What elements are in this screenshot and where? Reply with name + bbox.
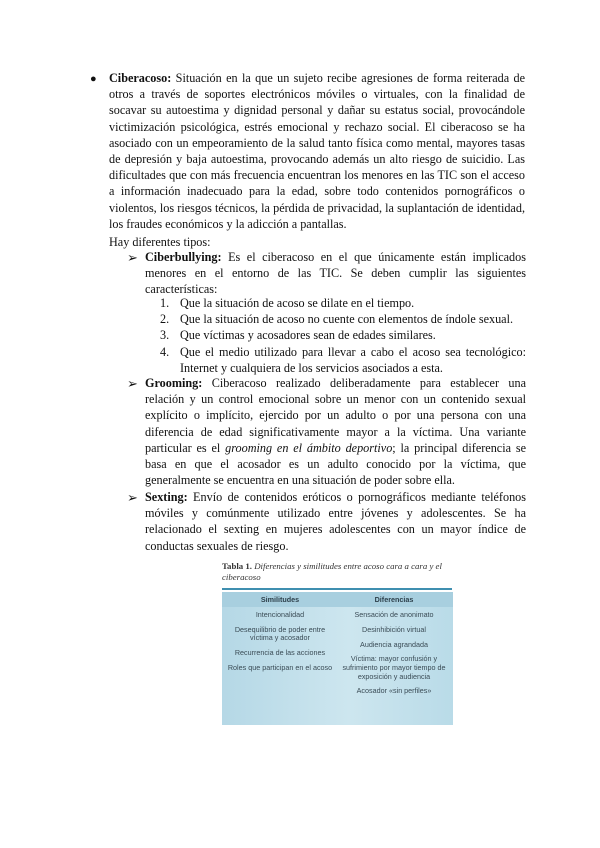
list-text: Que la situación de acoso se dilate en el tiempo. bbox=[180, 296, 415, 310]
arrow-bullet-icon: ➢ bbox=[127, 490, 138, 505]
similitudes-column bbox=[226, 611, 334, 679]
table-cell: Desequilibrio de poder entre víctima y acosador bbox=[234, 624, 326, 643]
cyberbullying-paragraph bbox=[145, 249, 526, 298]
grooming-text: Ciberacoso realizado deliberadamente para establecer una relación y un control emocional sobre un menor con un contenido sexual explícito o implícito, ejercido por un adulto o por una persona con una diferencia de edad significativamente mayor a la víctima. Una variante particular es el bbox=[145, 376, 526, 455]
list-item bbox=[160, 295, 526, 311]
table-cell: Intencionalidad bbox=[255, 610, 305, 619]
table-cell: Recurrencia de las acciones bbox=[234, 648, 326, 658]
ciberacoso-text: Situación en la que un sujeto recibe agresiones de forma reiterada de otros a través de soportes electrónicos móviles o virtuales, con la finalidad de socavar su autoestima y dignidad personal y dañar su estatus social, provocándole victimización psicológica, estrés emocional y rechazo social. El ciberacoso se ha asociado con un empeoramiento de la salud tanto física como mental, mayores tasas de depresión y baja autoestima, provocando además un alto riesgo de suicidio. Las dificultades que con más frecuencia encuentran los menores en las TIC son el acceso a información inadecuado para la edad, sobre todo contenidos pornográficos o violentos, los riesgos técnicos, la pérdida de privacidad, la suplantación de identidad, los fraudes económicos y la adicción a pantallas. bbox=[109, 71, 525, 231]
list-number: 1. bbox=[160, 296, 170, 310]
list-item bbox=[160, 311, 526, 327]
grooming-paragraph bbox=[145, 375, 526, 488]
table-cell: Acosador «sin perfiles» bbox=[356, 686, 432, 696]
ciberacoso-paragraph bbox=[109, 70, 525, 232]
list-item bbox=[160, 344, 526, 376]
table-header-row bbox=[222, 592, 453, 607]
cyberbullying-title: Ciberbullying: bbox=[145, 250, 222, 264]
sexting-paragraph bbox=[145, 489, 526, 554]
list-text: Que la situación de acoso no cuente con elementos de índole sexual. bbox=[180, 312, 514, 327]
list-number: 4. bbox=[160, 344, 170, 359]
table-top-rule bbox=[222, 588, 452, 590]
list-text: Que víctimas y acosadores sean de edades similares. bbox=[180, 328, 436, 343]
list-text: Que el medio utilizado para llevar a cabo el acoso sea tecnológico: Internet y cualquiera de los servicios asociados a esta. bbox=[180, 344, 526, 375]
types-intro: Hay diferentes tipos: bbox=[109, 235, 211, 249]
table-cell: Víctima: mayor confusión y sufrimiento por mayor tiempo de exposición y audiencia bbox=[342, 654, 446, 681]
diferencias-column bbox=[340, 611, 448, 702]
comparison-table bbox=[222, 592, 453, 725]
cyberbullying-text: Es el ciberacoso en el que únicamente están implicados menores en el entorno de las TIC. Se deben cumplir las siguientes características: bbox=[145, 250, 526, 297]
table-cell: Desinhibición virtual bbox=[362, 624, 426, 634]
grooming-italic-term: grooming en el ámbito deportivo bbox=[225, 440, 393, 455]
table-caption bbox=[222, 561, 452, 583]
list-item bbox=[160, 327, 526, 343]
arrow-bullet-icon: ➢ bbox=[127, 250, 138, 265]
bullet-icon: ● bbox=[90, 73, 97, 85]
arrow-bullet-icon: ➢ bbox=[127, 376, 138, 391]
sexting-text: Envío de contenidos eróticos o pornográficos mediante teléfonos móviles y comúnmente utilizado entre jóvenes y adolescentes. Se ha relacionado el sexting en mujeres adolescentes con un mayor índice de conductas sexuales de riesgo. bbox=[145, 490, 526, 553]
grooming-text-cont: ; la principal diferencia se basa en que el acosador es un adulto conocido por la víctima, que generalmente se encuentra en una situación de poder sobre ella. bbox=[145, 440, 526, 488]
header-similitudes: Similitudes bbox=[260, 595, 300, 604]
table-cell: Sensación de anonimato bbox=[354, 610, 434, 619]
table-caption-label: Tabla 1. bbox=[222, 561, 252, 571]
table-caption-text: Diferencias y similitudes entre acoso cara a cara y el ciberacoso bbox=[222, 561, 442, 582]
table-cell: Roles que participan en el acoso bbox=[227, 662, 333, 672]
cyberbullying-characteristics-list bbox=[160, 295, 526, 376]
list-number: 3. bbox=[160, 328, 170, 343]
header-diferencias: Diferencias bbox=[374, 595, 414, 604]
sexting-title: Sexting: bbox=[145, 490, 188, 504]
list-number: 2. bbox=[160, 312, 170, 327]
grooming-title: Grooming: bbox=[145, 376, 203, 390]
ciberacoso-title: Ciberacoso: bbox=[109, 71, 172, 85]
table-cell: Audiencia agrandada bbox=[360, 639, 428, 649]
